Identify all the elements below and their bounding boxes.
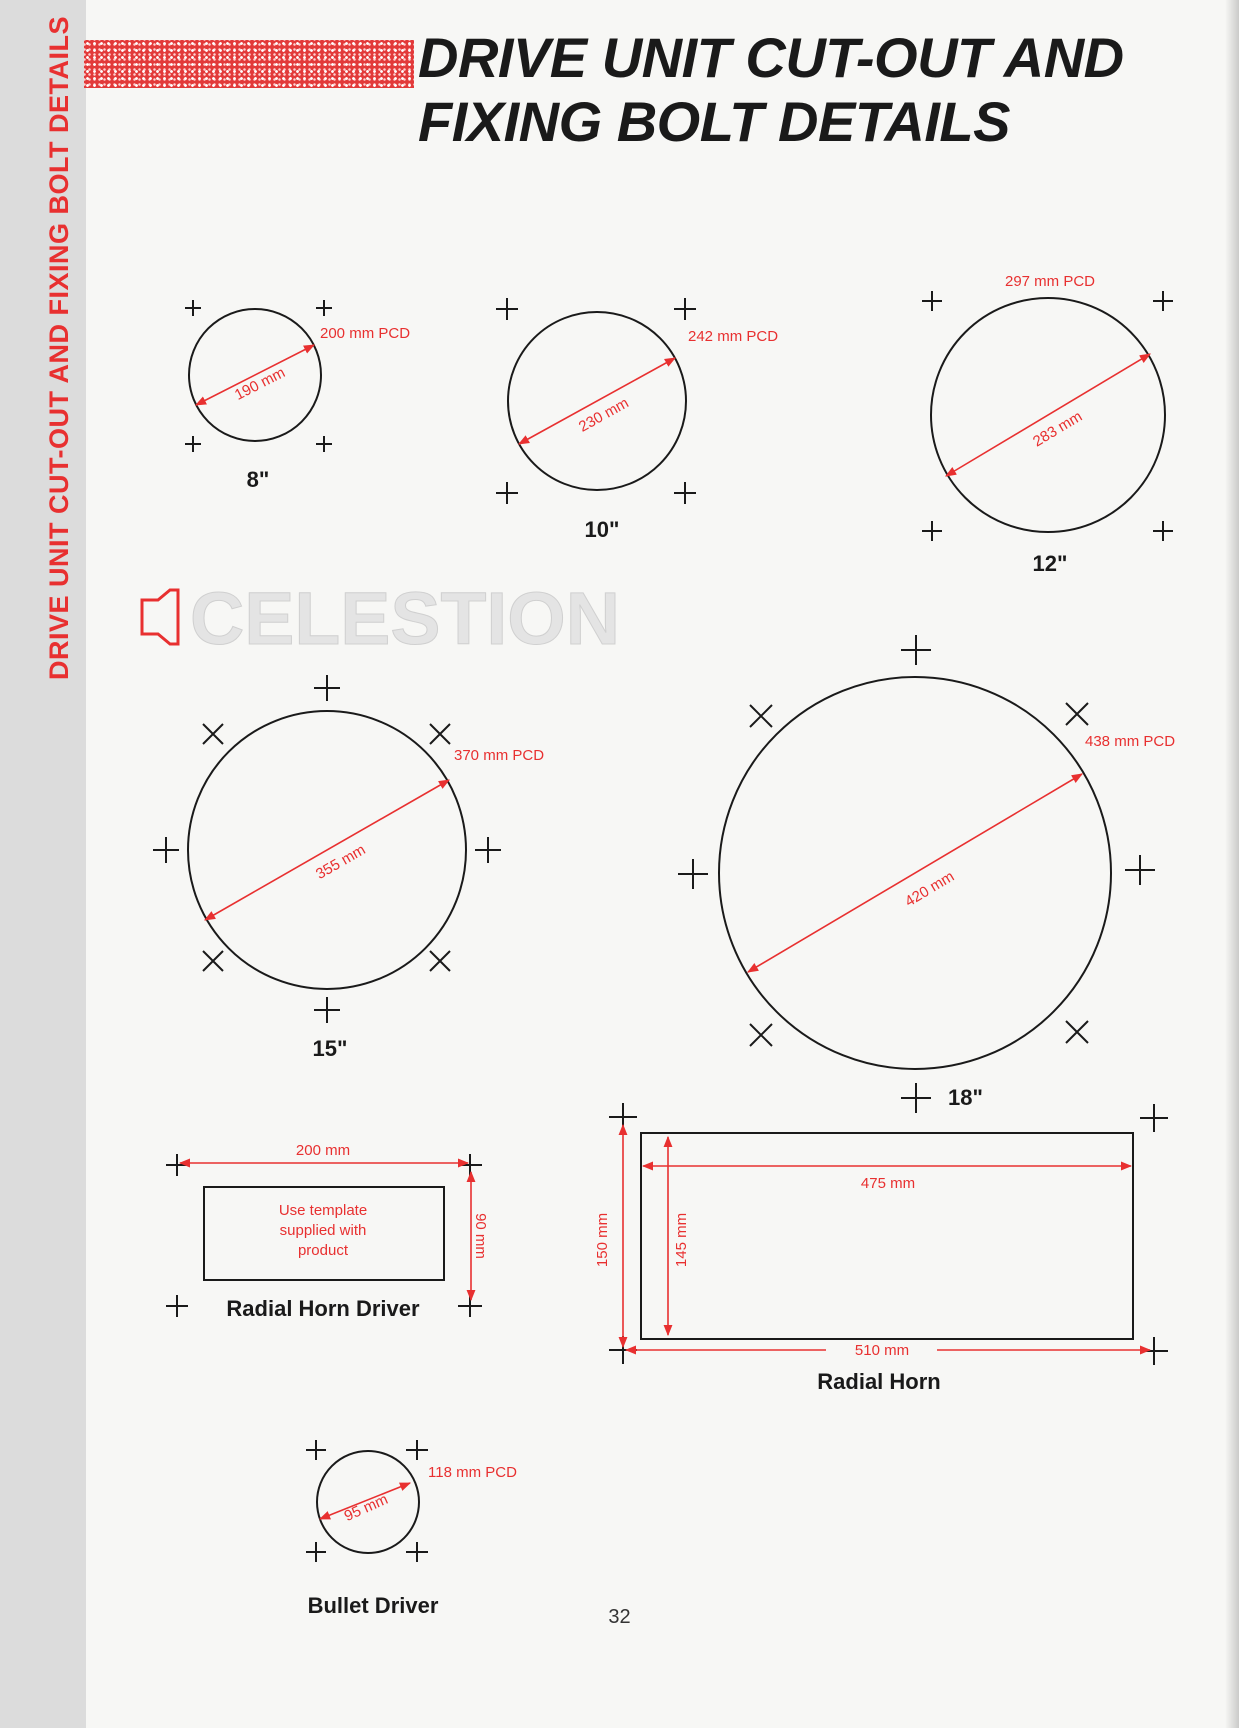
radial-horn-label: Radial Horn <box>817 1369 941 1394</box>
bullet-driver-cutout-label: 95 mm <box>341 1490 391 1525</box>
radial-horn-diagram <box>609 1103 1168 1365</box>
radial-horn-driver-width-label: 200 mm <box>295 1142 351 1159</box>
driver-15-cutout-label: 355 mm <box>313 841 369 884</box>
driver-18-diagram <box>678 635 1155 1113</box>
radial-horn-outer-height-label: 150 mm <box>594 1212 611 1268</box>
bullet-driver-pcd-label: 118 mm PCD <box>428 1464 517 1481</box>
template-note-line-1: Use template <box>278 1202 368 1219</box>
driver-8-pcd-label: 200 mm PCD <box>320 325 411 342</box>
driver-12-pcd-label: 297 mm PCD <box>1004 273 1096 290</box>
page-edge-shadow <box>1225 0 1239 1728</box>
driver-12-cutout-label: 283 mm <box>1030 407 1086 451</box>
driver-18-size-label: 18" <box>948 1085 983 1110</box>
template-note-line-2: supplied with <box>279 1222 367 1239</box>
driver-8-cutout-label: 190 mm <box>231 364 288 404</box>
driver-12-size-label: 12" <box>1032 551 1068 576</box>
driver-15-pcd-label: 370 mm PCD <box>454 747 545 764</box>
driver-15-diagram <box>153 675 501 1023</box>
driver-8-size-label: 8" <box>246 467 270 492</box>
radial-horn-outer-width-label: 510 mm <box>854 1342 910 1359</box>
logo-wordmark: CELESTION <box>190 582 620 652</box>
driver-15-size-label: 15" <box>312 1036 348 1061</box>
sidebar-title: DRIVE UNIT CUT-OUT AND FIXING BOLT DETAILS <box>44 16 74 680</box>
page-title-line-2: FIXING BOLT DETAILS <box>418 90 1010 153</box>
driver-10-pcd-label: 242 mm PCD <box>688 328 779 345</box>
radial-horn-inner-width-label: 475 mm <box>860 1175 916 1192</box>
driver-10-size-label: 10" <box>584 517 620 542</box>
driver-18-cutout-label: 420 mm <box>902 867 958 911</box>
radial-horn-driver-height-label: 90 mm <box>472 1213 489 1259</box>
bullet-driver-label: Bullet Driver <box>307 1593 439 1618</box>
page-title-line-1: DRIVE UNIT CUT-OUT AND <box>418 26 1124 89</box>
radial-horn-driver-label: Radial Horn Driver <box>226 1296 420 1321</box>
radial-horn-inner-height-label: 145 mm <box>673 1212 690 1268</box>
page-number: 32 <box>608 1606 631 1628</box>
driver-10-cutout-label: 230 mm <box>576 394 632 436</box>
driver-18-pcd-label: 438 mm PCD <box>1085 733 1176 750</box>
template-note-line-3: product <box>297 1242 349 1259</box>
